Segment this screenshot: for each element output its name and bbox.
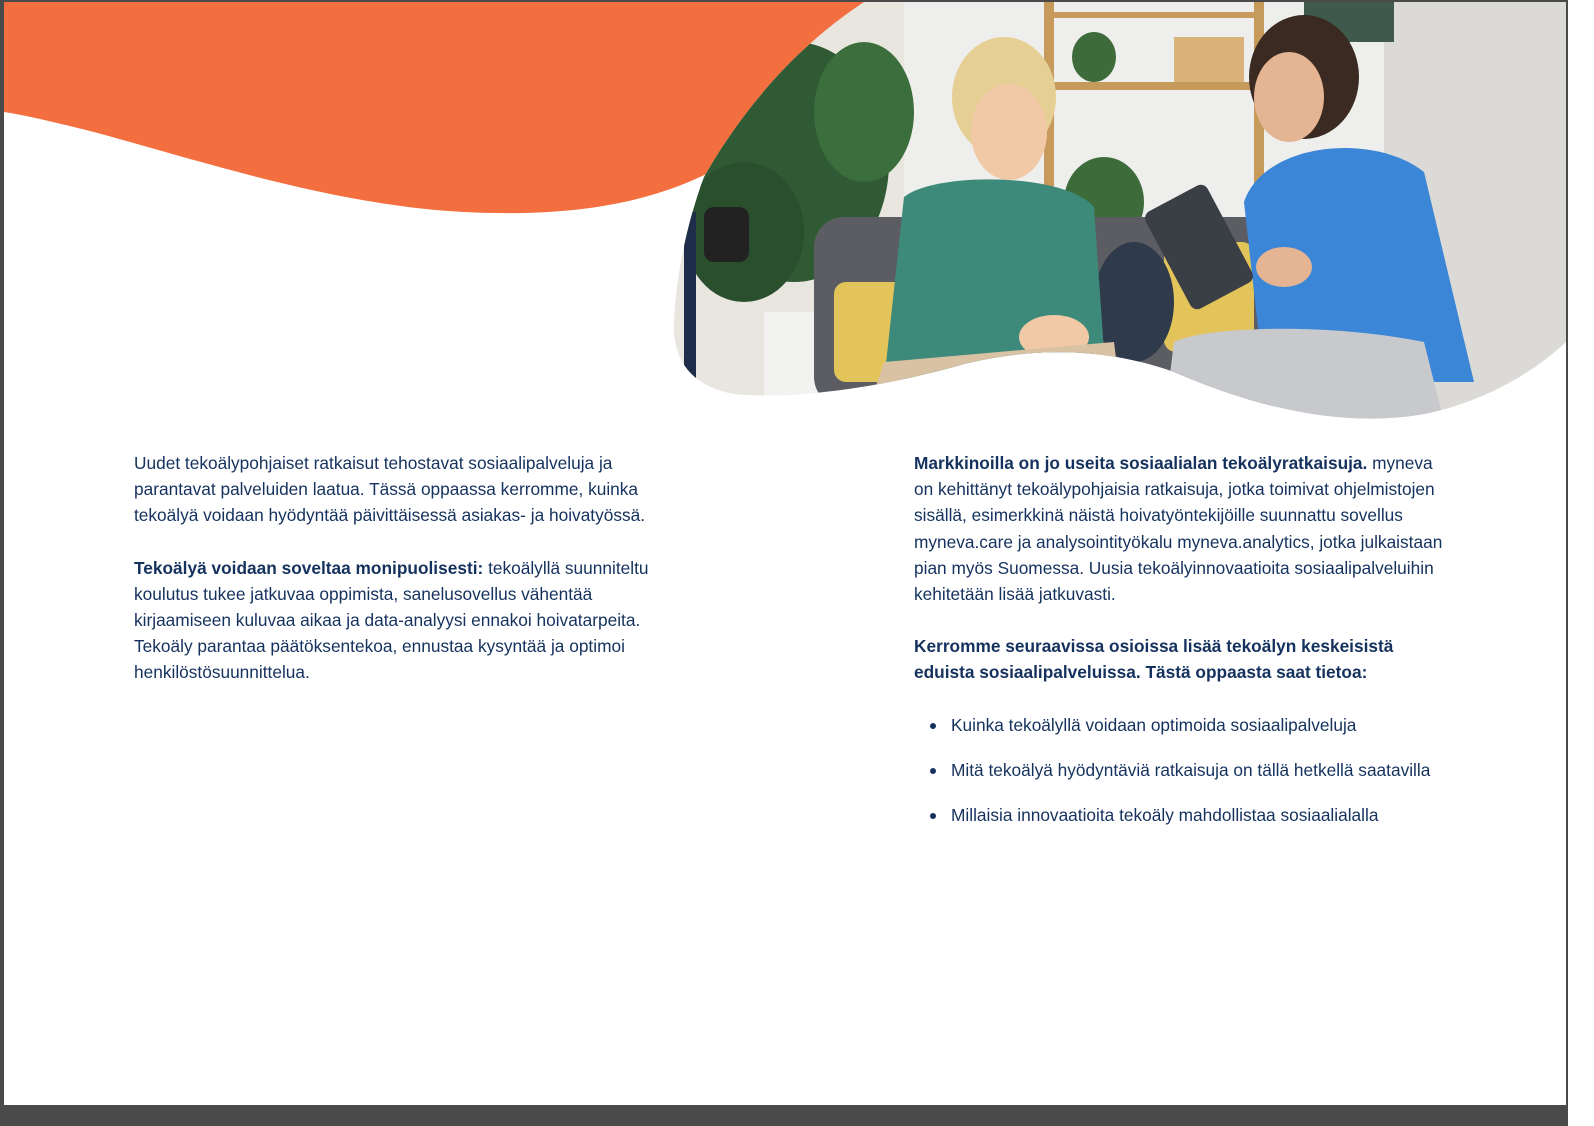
applications-lead: Tekoälyä voidaan soveltaa monipuolisesti: <box>134 557 484 578</box>
hero-graphic <box>4 2 1566 422</box>
list-item-text: Kuinka tekoälyllä voidaan optimoida sosiaalipalveluja <box>951 714 1357 735</box>
document-page <box>4 2 1566 1105</box>
list-item-text: Millaisia innovaatioita tekoäly mahdollistaa sosiaalialalla <box>951 805 1379 826</box>
list-item <box>914 802 1454 828</box>
list-item <box>914 712 1454 738</box>
bullet-icon <box>930 723 936 729</box>
guide-intro <box>914 633 1454 685</box>
bullet-icon <box>930 768 936 774</box>
applications-body: tekoälyllä suunniteltu koulutus tukee jatkuvaa oppimista, sanelusovellus vähentää kirjaamiseen kuluvaa aikaa ja data-analyysi ennakoi hoivatarpeita. Tekoäly parantaa päätöksentekoa, ennustaa kysyntää ja optimoi henkilöstösuunnittelua. <box>134 557 649 683</box>
right-column <box>914 450 1454 847</box>
market-lead: Markkinoilla on jo useita sosiaalialan tekoälyratkaisuja. <box>914 453 1368 473</box>
market-body: myneva on kehittänyt tekoälypohjaisia ratkaisuja, jotka toimivat ohjelmistojen sisällä, esimerkkinä näistä hoivatyöntekijöille suunnattu sovellus myneva.care ja analysointityökalu myneva.analytics, jotka julkaistaan pian myös Suomessa. Uusia tekoälyinnovaatioita sosiaalipalveluihin kehitetään lisää jatkuvasti. <box>914 453 1443 605</box>
market-paragraph <box>914 450 1454 607</box>
photo-caregiver-icon <box>664 2 1566 422</box>
guide-intro-text: Kerromme seuraavissa osioissa lisää tekoälyn keskeisistä eduista sosiaalipalveluissa. Tästä oppaasta saat tietoa: <box>914 636 1394 683</box>
bullet-icon <box>930 813 936 819</box>
list-item <box>914 757 1454 783</box>
viewer-margin <box>1568 0 1594 1126</box>
left-column <box>134 450 664 712</box>
list-item-text: Mitä tekoälyä hyödyntäviä ratkaisuja on tällä hetkellä saatavilla <box>951 759 1431 780</box>
applications-paragraph <box>134 555 664 686</box>
topic-list <box>914 712 1454 829</box>
intro-paragraph: Uudet tekoälypohjaiset ratkaisut tehostavat sosiaalipalveluja ja parantavat palveluiden laatua. Tässä oppaassa kerromme, kuinka tekoälyä voidaan hyödyntää päivittäisessä asiakas- ja hoivatyössä. <box>134 453 646 526</box>
